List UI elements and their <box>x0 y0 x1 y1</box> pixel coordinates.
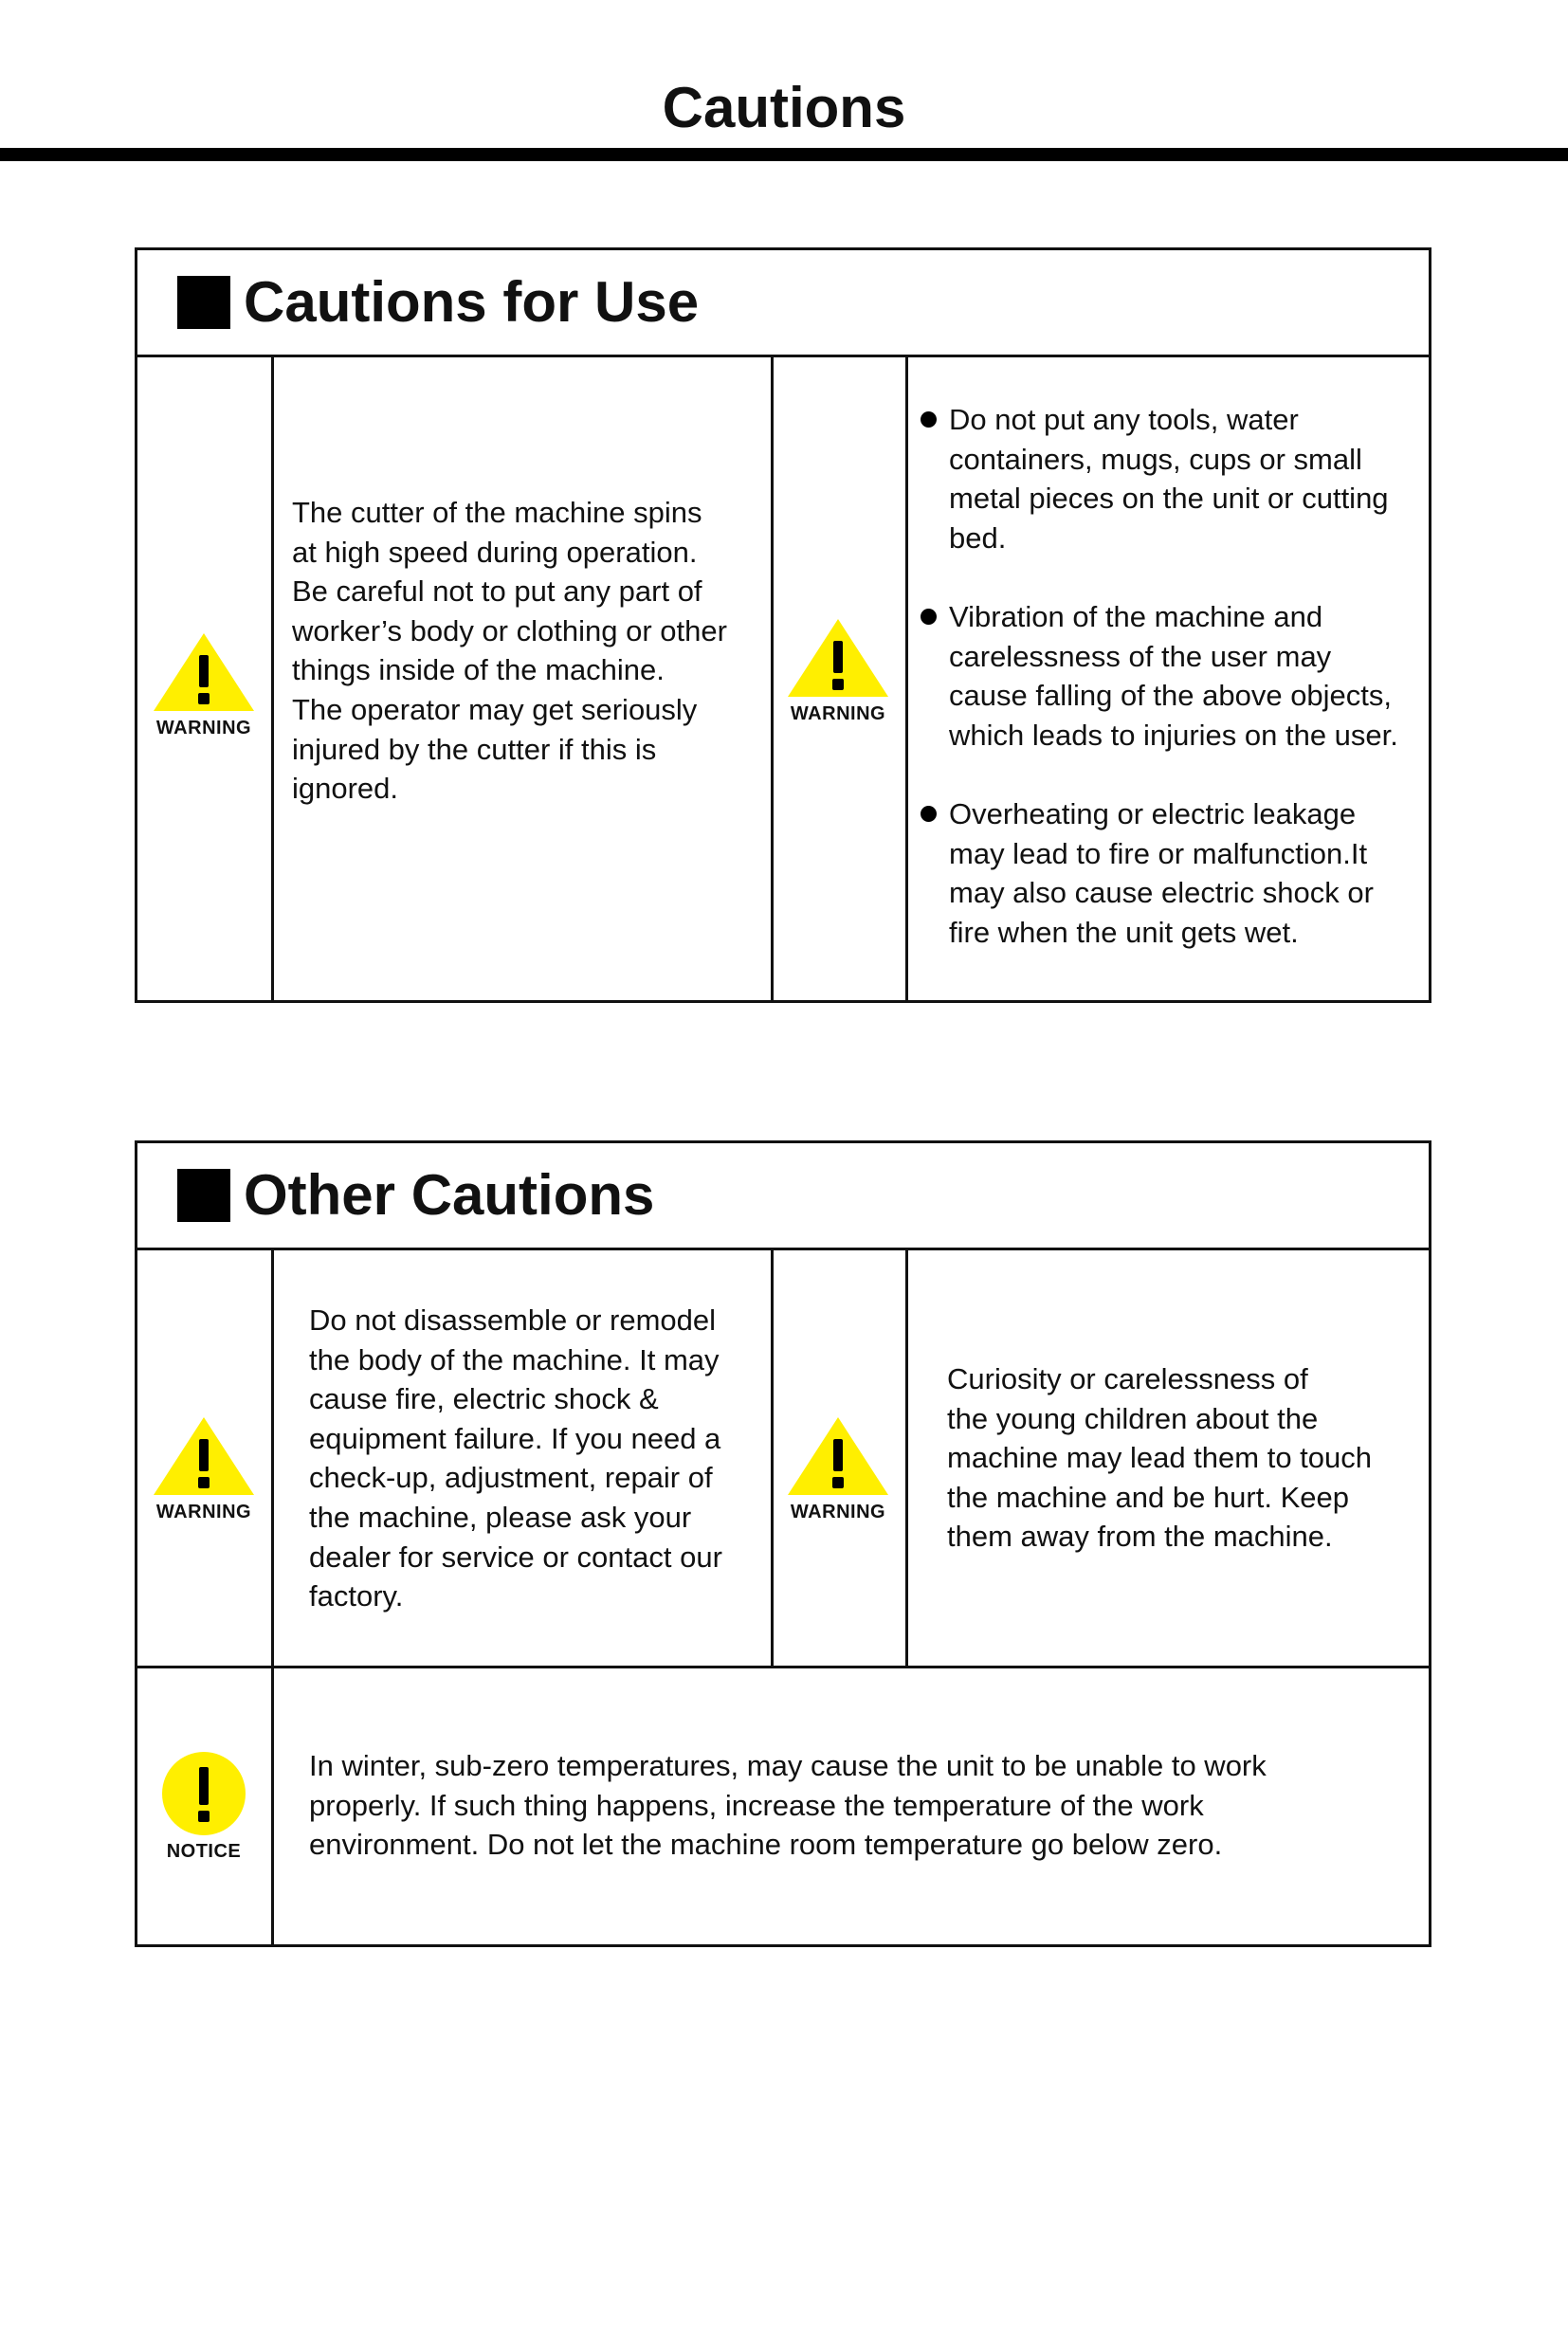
notice-label: NOTICE <box>166 1841 242 1862</box>
list-item-text: Vibration of the machine and carelessness of the user may cause falling of the above objects, which leads to injuries on the user. <box>949 599 1398 752</box>
divider <box>137 1666 1429 1668</box>
bullet-dot <box>921 609 937 625</box>
divider <box>271 355 274 1003</box>
divider <box>271 1248 274 1947</box>
page-title: Cautions <box>662 76 906 139</box>
divider <box>905 355 908 1003</box>
other-cautions-section <box>135 1140 1431 1947</box>
notice-text: In winter, sub-zero temperatures, may cause the unit to be unable to work properly. If such thing happens, increase the temperature of the work environment. Do not let the machine room temperature go below zero. <box>309 1749 1267 1862</box>
list-item-text: Do not put any tools, water containers, mugs, cups or small metal pieces on the unit or cutting bed. <box>949 403 1389 555</box>
divider <box>771 355 774 1003</box>
section-marker-square <box>177 1169 230 1222</box>
warning-triangle-icon <box>785 616 891 725</box>
list-item-text: Overheating or electric leakage may lead to fire or malfunction.It may also cause electric shock or fire when the unit gets wet. <box>949 796 1374 949</box>
notice-circle-icon <box>151 1750 257 1863</box>
section-marker-square <box>177 276 230 329</box>
section-header <box>137 1143 1429 1248</box>
warning-label: WARNING <box>790 703 886 724</box>
bullet-dot <box>921 411 937 428</box>
divider <box>905 1248 908 1666</box>
cautions-for-use-section <box>135 247 1431 1003</box>
warning-label: WARNING <box>790 1502 886 1522</box>
divider <box>137 1248 1429 1250</box>
warning-triangle-icon <box>151 1414 257 1523</box>
divider <box>771 1248 774 1666</box>
warning-triangle-icon <box>785 1414 891 1523</box>
warning-label: WARNING <box>155 718 252 738</box>
section-title: Cautions for Use <box>244 270 700 334</box>
list-item <box>921 400 1423 557</box>
list-item <box>921 597 1423 755</box>
caution-text: Curiosity or carelessness of the young children about the machine may lead them to touch the machine and be hurt. Keep them away from the machine. <box>947 1362 1373 1554</box>
section-header <box>137 250 1429 355</box>
bullet-dot <box>921 806 937 822</box>
title-rule <box>0 148 1568 161</box>
divider <box>137 355 1429 357</box>
section-title: Other Cautions <box>244 1163 655 1227</box>
list-item <box>921 794 1423 952</box>
caution-bullet-list <box>921 400 1423 952</box>
warning-label: WARNING <box>155 1502 252 1522</box>
caution-text: Do not disassemble or remodel the body of the machine. It may cause fire, electric shock & equipment failure. If you need a check-up, adjustment, repair of the machine, please ask your dealer for service or contact our factory. <box>309 1303 722 1613</box>
warning-triangle-icon <box>151 630 257 739</box>
caution-text: The cutter of the machine spins at high speed during operation. Be careful not to put any part of worker’s body or clothing or other things inside of the machine. The operator may get seriously injured by the cutter if this is ignored. <box>292 496 727 806</box>
